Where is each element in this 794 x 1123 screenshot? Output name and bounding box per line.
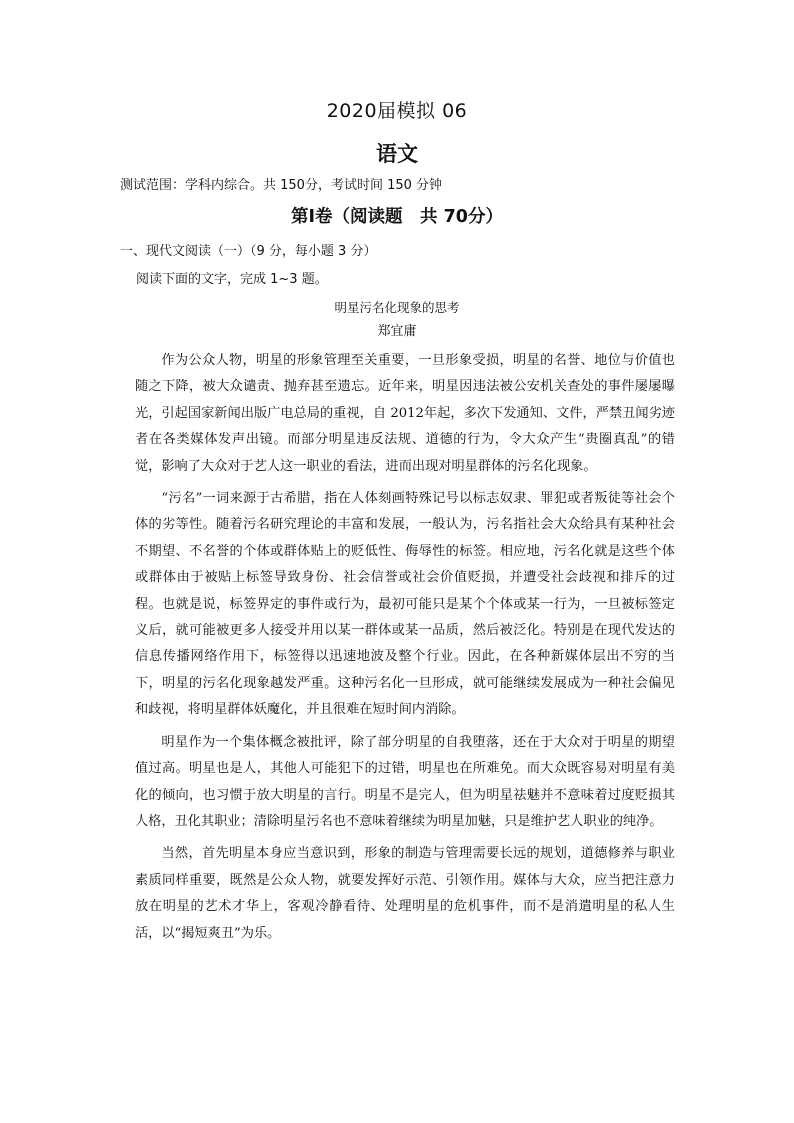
article-paragraph-3: 明星作为一个集体概念被批评，除了部分明星的自我堕落，还在于大众对于明星的期望值过高。明星也是人，其他人可能犯下的过错，明星也在所难免。而大众既容易对明星有美化的倾向，也习惯于放大明星的言行。明星不是完人，但为明星祛魅并不意味着过度贬损其人格，丑化其职业；清除明星污名也不意味着继续为明星加魅，只是维护艺人职业的纯净。 [135, 734, 675, 829]
article-title: 明星污名化现象的思考 [334, 300, 460, 315]
article-paragraph-2: “污名”一词来源于古希腊，指在人体刻画特殊记号以标志奴隶、罪犯或者叛徒等社会个体的劣等性。随着污名研究理论的丰富和发展，一般认为，污名指社会大众给具有某种社会不期望、不名誉的个体或群体贴上的贬低性、侮辱性的标签。相应地，污名化就是这些个体或群体由于被贴上标签导致身份、社会信誉或社会价值贬损，并遭受社会歧视和排斥的过程。也就是说，标签界定的事件或行为，最初可能只是某个个体或某一行为，一旦被标签定义后，就可能被更多人接受并用以某一群体或某一品质，然后被泛化。特别是在现代发达的信息传播网络作用下，标签得以迅速地波及整个行业。因此，在各种新媒体层出不穷的当下，明星的污名化现象越发严重。这种污名化一旦形成，就可能继续发展成为一种社会偏见和歧视，将明星群体妖魔化，并且很难在短时间内消除。 [135, 491, 675, 718]
article-author: 郑宜庸 [377, 324, 417, 339]
section-heading: 第Ⅰ卷（阅读题 共 70分） [291, 207, 503, 227]
reading-instruction: 阅读下面的文字，完成 1~3 题。 [136, 272, 328, 287]
article-paragraph-4: 当然，首先明星本身应当意识到，形象的制造与管理需要长远的规划，道德修养与职业素质同样重要，既然是公众人物，就要发挥好示范、引领作用。媒体与大众，应当把注意力放在明星的艺术才华上，客观冷静看待、处理明星的危机事件，而不是消遣明星的私人生活，以“揭短爽丑”为乐。 [135, 846, 675, 941]
subject-heading: 语文 [376, 142, 418, 166]
article-body [135, 348, 675, 953]
exam-scope-note: 测试范围：学科内综合。共 150分，考试时间 150 分钟 [120, 178, 443, 193]
question-part-heading: 一、现代文阅读（一）（9 分，每小题 3 分） [120, 244, 377, 259]
article-paragraph-1: 作为公众人物，明星的形象管理至关重要，一旦形象受损，明星的名誉、地位与价值也随之下降，被大众谴责、抛弃甚至遗忘。近年来，明星因违法被公安机关查处的事件屡屡曝光，引起国家新闻出版广电总局的重视，自 2012年起，多次下发通知、文件，严禁丑闻劣迹者在各类媒体发声出镜。而部分明星违反法规、道德的行为，令大众产生“贵圈真乱”的错觉，影响了大众对于艺人这一职业的看法，进而出现对明星群体的污名化现象。 [135, 353, 675, 474]
exam-title: 2020届模拟 06 [326, 100, 468, 122]
